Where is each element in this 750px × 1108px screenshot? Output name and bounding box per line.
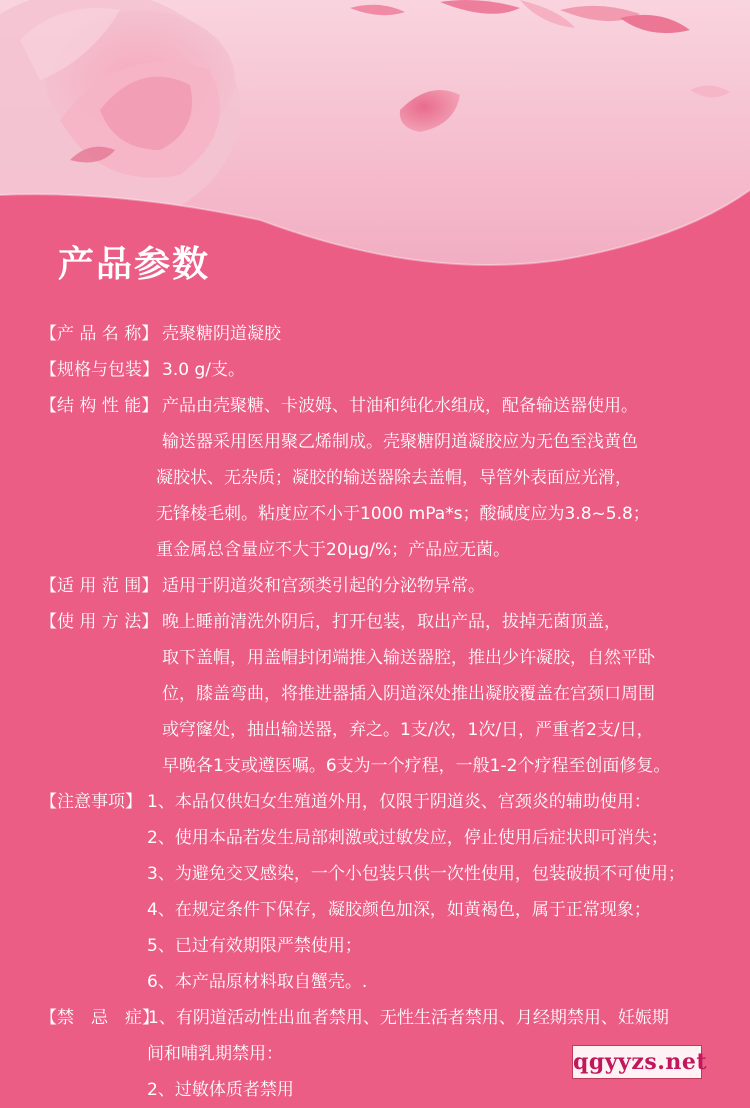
param-label: 【产 品 名 称】 bbox=[40, 324, 159, 344]
product-parameters bbox=[40, 316, 730, 1108]
param-label: 【规格与包装】 bbox=[40, 360, 159, 380]
param-value-cont: 6、本产品原材料取自蟹壳。. bbox=[147, 972, 368, 992]
param-value-cont: 早晚各1支或遵医嘱。6支为一个疗程，一般1-2个疗程至创面修复。 bbox=[162, 756, 671, 776]
param-row-scope bbox=[40, 568, 730, 604]
param-value: 适用于阴道炎和宫颈类引起的分泌物异常。 bbox=[162, 576, 485, 596]
param-row-structure bbox=[40, 388, 730, 424]
param-value-cont: 输送器采用医用聚乙烯制成。壳聚糖阴道凝胶应为无色至浅黄色 bbox=[162, 432, 638, 452]
param-row-usage bbox=[40, 604, 730, 640]
param-row-contraindications bbox=[40, 1000, 730, 1036]
param-label: 【适 用 范 围】 bbox=[40, 576, 159, 596]
param-value-cont: 取下盖帽，用盖帽封闭端推入输送器腔，推出少许凝胶，自然平卧 bbox=[162, 648, 655, 668]
param-value: 壳聚糖阴道凝胶 bbox=[162, 324, 281, 344]
param-value-cont: 4、在规定条件下保存，凝胶颜色加深，如黄褐色，属于正常现象； bbox=[147, 900, 651, 920]
param-label: 【注意事项】 bbox=[40, 792, 142, 812]
param-value-cont: 2、使用本品若发生局部刺激或过敏发应，停止使用后症状即可消失； bbox=[147, 828, 668, 848]
param-value: 1、有阴道活动性出血者禁用、无性生活者禁用、月经期禁用、妊娠期 bbox=[148, 1008, 669, 1028]
param-row-spec bbox=[40, 352, 730, 388]
param-label: 【结 构 性 能】 bbox=[40, 396, 159, 416]
param-value-cont: 或穹窿处，抽出输送器，弃之。1支/次，1次/日，严重者2支/日， bbox=[162, 720, 654, 740]
param-value: 1、本品仅供妇女生殖道外用，仅限于阴道炎、宫颈炎的辅助使用： bbox=[147, 792, 651, 812]
param-value: 产品由壳聚糖、卡波姆、甘油和纯化水组成，配备输送器使用。 bbox=[162, 396, 638, 416]
param-value-cont: 无锋棱毛刺。粘度应不小于1000 mPa*s；酸碱度应为3.8~5.8； bbox=[156, 504, 650, 524]
param-value-cont: 3、为避免交叉感染，一个小包装只供一次性使用，包装破损不可使用； bbox=[147, 864, 685, 884]
param-value: 3.0 g/支。 bbox=[162, 360, 245, 380]
param-label: 【使 用 方 法】 bbox=[40, 612, 159, 632]
param-value-cont: 位，膝盖弯曲，将推进器插入阴道深处推出凝胶覆盖在宫颈口周围 bbox=[162, 684, 655, 704]
param-value-cont: 凝胶状、无杂质；凝胶的输送器除去盖帽，导管外表面应光滑， bbox=[156, 468, 632, 488]
param-value-cont: 2、过敏体质者禁用 bbox=[147, 1080, 294, 1100]
param-value-cont: 间和哺乳期禁用： bbox=[147, 1044, 283, 1064]
param-value: 晚上睡前清洗外阴后，打开包装，取出产品，拔掉无菌顶盖， bbox=[162, 612, 621, 632]
param-value-cont: 5、已过有效期限严禁使用； bbox=[147, 936, 362, 956]
param-value-cont: 重金属总含量应不大于20μg/%；产品应无菌。 bbox=[156, 540, 511, 560]
site-watermark: qgyyzs.net bbox=[572, 1045, 702, 1079]
section-title: 产品参数 bbox=[58, 244, 211, 285]
param-row-name bbox=[40, 316, 730, 352]
param-label: 【禁 忌 症】 bbox=[40, 1008, 159, 1028]
param-row-notes bbox=[40, 784, 730, 820]
